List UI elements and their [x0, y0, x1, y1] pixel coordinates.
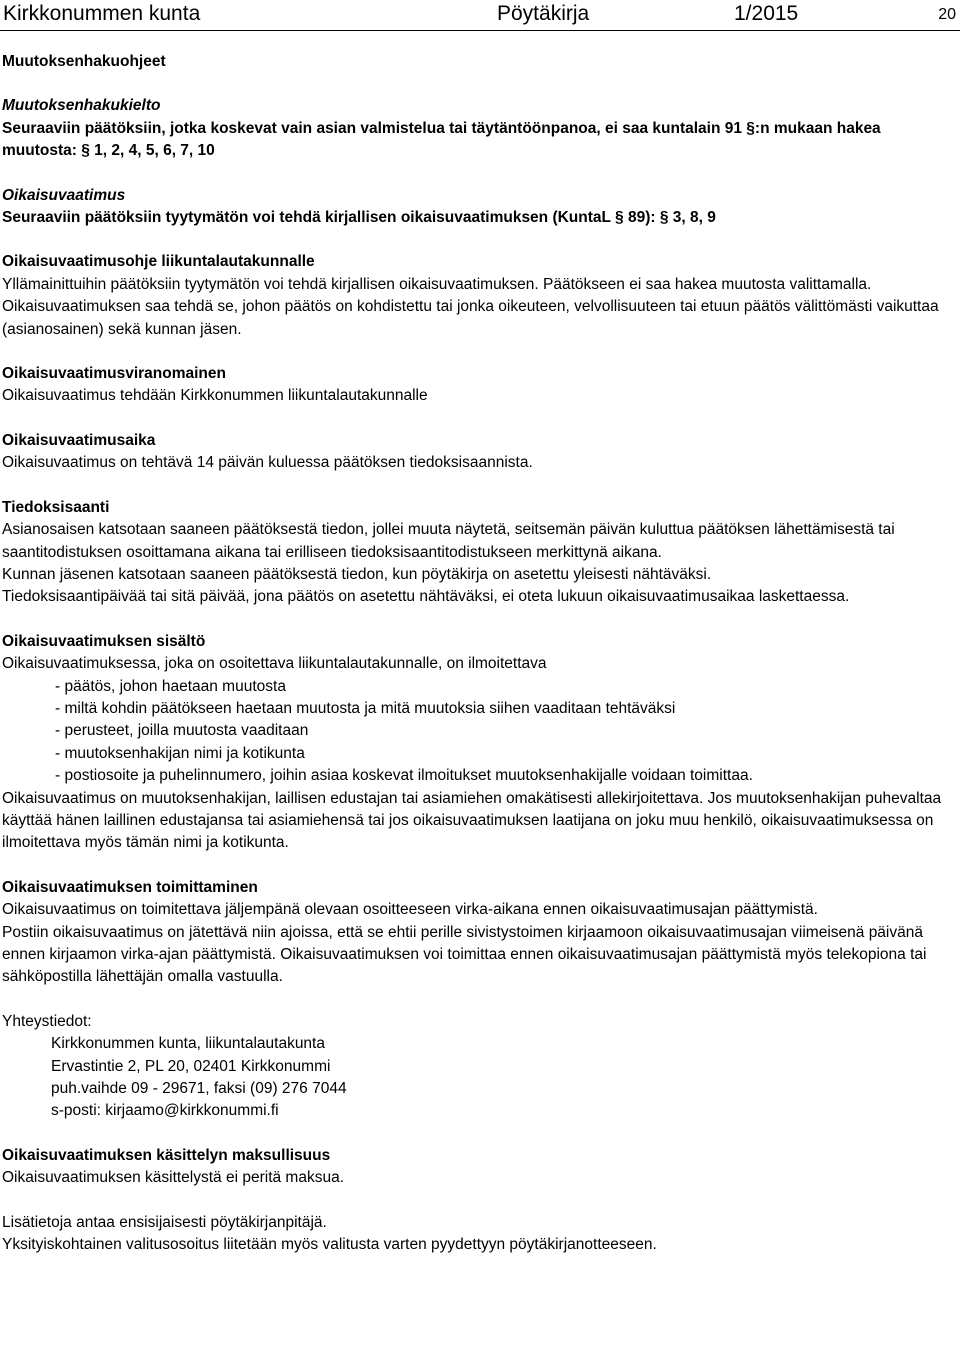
notification-paragraph-1: Asianosaisen katsotaan saaneen päätöksestä tiedon, jollei muuta näytetä, seitsemän päivän kuluttua päätöksen lähettämisestä tai saantitodistuksen osoittamana aikana tai erilliseen tiedoksisaantitodistukseen merkittynä aikana. — [2, 521, 895, 561]
contents-list — [2, 676, 956, 788]
instructions-paragraph-2: Oikaisuvaatimuksen saa tehdä se, johon päätös on kohdistettu tai jonka oikeuteen, velvollisuuteen tai etuun päätös välittömästi vaikuttaa (asianosainen) sekä kunnan jäsen. — [2, 298, 939, 338]
notification-heading: Tiedoksisaanti — [2, 498, 110, 516]
header-page-number: 20 — [938, 6, 956, 23]
delivery-paragraph-2: Postiin oikaisuvaatimus on jätettävä niin ajoissa, että se ehtii perille sivistystoimen kirjaamoon oikaisuvaatimusajan viimeisenä päivänä ennen kirjaamon virka-ajan päättymistä. Oikaisuvaatimuksen voi toimittaa ennen oikaisuvaatimusajan päättymistä myös telekopiona tai sähköpostilla lähettäjän omalla vastuulla. — [2, 923, 927, 986]
contents-closing: Oikaisuvaatimus on muutoksenhakijan, laillisen edustajan tai asiamiehen omakätisesti allekirjoitettava. Jos muutoksenhakijan puhevaltaa käyttää hänen laillinen edustajansa tai asiamiehensä tai jos oikaisuvaatimuksen laatijana on joku muu henkilö, oikaisuvaatimuksessa on ilmoitettava myös tämän nimi ja kotikunta. — [2, 789, 942, 852]
instructions-paragraph-1: Yllämainittuihin päätöksiin tyytymätön voi tehdä kirjallisen oikaisuvaatimuksen. Päätökseen ei saa hakea muutosta valittamalla. — [2, 275, 872, 293]
notification-paragraph-3: Tiedoksisaantipäivää tai sitä päivää, jona päätös on asetettu nähtäväksi, ei oteta lukuun oikaisuvaatimusaikaa laskettaessa. — [2, 588, 850, 606]
document-body — [2, 51, 956, 1256]
contact-line: Ervastintie 2, PL 20, 02401 Kirkkonummi — [51, 1057, 331, 1075]
contents-intro: Oikaisuvaatimuksessa, joka on osoitettava liikuntalautakunnalle, on ilmoitettava — [2, 655, 547, 673]
delivery-heading: Oikaisuvaatimuksen toimittaminen — [2, 878, 258, 896]
notification-paragraph-2: Kunnan jäsenen katsotaan saaneen päätöksestä tiedon, kun pöytäkirja on asetettu yleisesti nähtäväksi. — [2, 565, 712, 583]
authority-heading: Oikaisuvaatimusviranomainen — [2, 365, 226, 383]
list-item: - muutoksenhakijan nimi ja kotikunta — [55, 744, 305, 762]
list-item: - päätös, johon haetaan muutosta — [55, 677, 286, 695]
fees-heading: Oikaisuvaatimuksen käsittelyn maksullisuus — [2, 1146, 331, 1164]
delivery-paragraph-1: Oikaisuvaatimus on toimitettava jäljempänä olevaan osoitteeseen virka-aikana ennen oikaisuvaatimusajan päättymistä. — [2, 901, 818, 919]
authority-text: Oikaisuvaatimus tehdään Kirkkonummen liikuntalautakunnalle — [2, 387, 428, 405]
contact-email: s-posti: kirjaamo@kirkkonummi.fi — [51, 1102, 279, 1120]
rectification-text: Seuraaviin päätöksiin tyytymätön voi tehdä kirjallisen oikaisuvaatimuksen (KuntaL § 89): § 3, 8, 9 — [2, 209, 716, 227]
contact-label: Yhteystiedot: — [2, 1012, 92, 1030]
header-document-type: Pöytäkirja — [497, 2, 590, 25]
contents-heading: Oikaisuvaatimuksen sisältö — [2, 632, 206, 650]
deadline-text: Oikaisuvaatimus on tehtävä 14 päivän kuluessa päätöksen tiedoksisaannista. — [2, 454, 533, 472]
rectification-heading: Oikaisuvaatimus — [2, 186, 126, 204]
footer-paragraph-2: Yksityiskohtainen valitusosoitus liitetään myös valitusta varten pyydettyyn pöytäkirjanotteeseen. — [2, 1236, 657, 1254]
contact-block — [2, 1033, 956, 1123]
prohibition-text: Seuraaviin päätöksiin, jotka koskevat vain asian valmistelua tai täytäntöönpanoa, ei saa kuntalain 91 §:n mukaan hakea muutosta: § 1, 2, 4, 5, 6, 7, 10 — [2, 119, 881, 160]
deadline-heading: Oikaisuvaatimusaika — [2, 431, 156, 449]
list-item: - perusteet, joilla muutosta vaaditaan — [55, 722, 309, 740]
fees-text: Oikaisuvaatimuksen käsittelystä ei peritä maksua. — [2, 1169, 345, 1187]
page-header — [0, 0, 960, 31]
contact-line: Kirkkonummen kunta, liikuntalautakunta — [51, 1035, 325, 1053]
contact-line: puh.vaihde 09 - 29671, faksi (09) 276 7044 — [51, 1080, 347, 1098]
list-item: - miltä kohdin päätökseen haetaan muutosta ja mitä muutoksia siihen vaaditaan tehtäväksi — [55, 699, 676, 717]
header-document-number: 1/2015 — [734, 2, 799, 25]
header-organization: Kirkkonummen kunta — [3, 2, 201, 25]
prohibition-heading: Muutoksenhakukielto — [2, 97, 161, 115]
list-item: - postiosoite ja puhelinnumero, joihin asiaa koskevat ilmoitukset muutoksenhakijalle voidaan toimittaa. — [55, 767, 753, 785]
instructions-heading: Oikaisuvaatimusohje liikuntalautakunnalle — [2, 253, 315, 271]
page-title: Muutoksenhakuohjeet — [2, 53, 166, 70]
footer-paragraph-1: Lisätietoja antaa ensisijaisesti pöytäkirjanpitäjä. — [2, 1213, 327, 1231]
